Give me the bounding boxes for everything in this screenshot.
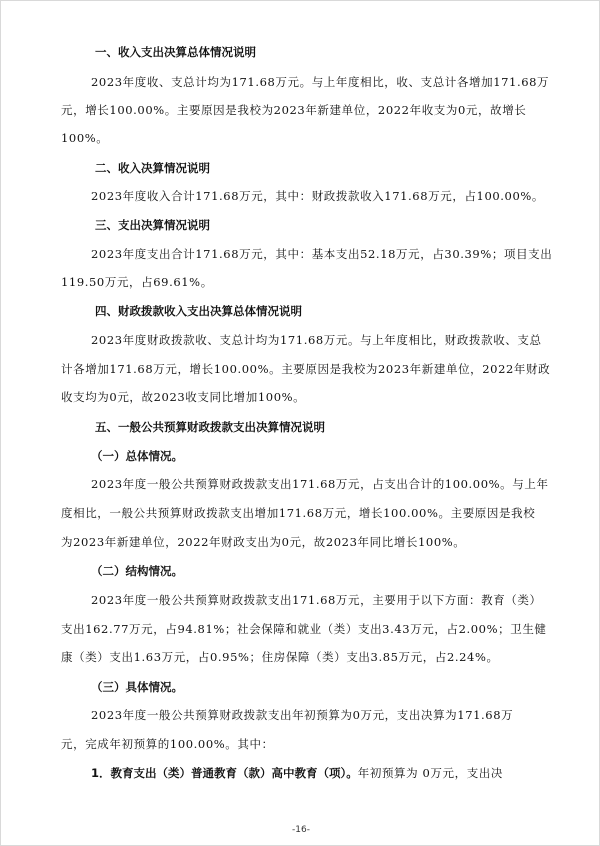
paragraph-line: 为2023年新建单位，2022年财政支出为0元，故2023年同比增长100%。 — [61, 535, 466, 549]
section-heading-5: 五、一般公共预算财政拨款支出决算情况说明 — [95, 420, 325, 434]
paragraph-line: 元，完成年初预算的100.00%。其中： — [61, 737, 274, 751]
paragraph-line: 度相比，一般公共预算财政拨款支出增加171.68万元，增长100.00%。主要原因是我校 — [61, 506, 536, 520]
paragraph-line: 计各增加171.68万元，增长100.00%。主要原因是我校为2023年新建单位，2022年财政 — [61, 362, 551, 376]
item-text: 年初预算为 0万元，支出决 — [357, 766, 504, 780]
paragraph-line: 2023年度收入合计171.68万元，其中：财政拨款收入171.68万元，占100.00%。 — [91, 189, 545, 203]
page-number: -16- — [292, 825, 310, 835]
item-line — [91, 765, 503, 781]
paragraph-line: 2023年度支出合计171.68万元，其中：基本支出52.18万元，占30.39%；项目支出 — [91, 247, 553, 261]
paragraph-line: 2023年度财政拨款收、支总计均为171.68万元。与上年度相比，财政拨款收、支总 — [91, 333, 542, 347]
paragraph-line: 100%。 — [61, 131, 109, 145]
paragraph-line: 2023年度一般公共预算财政拨款支出171.68万元，主要用于以下方面：教育（类） — [91, 593, 542, 607]
section-heading-3: 三、支出决算情况说明 — [95, 218, 210, 232]
paragraph-line: 119.50万元，占69.61%。 — [61, 275, 213, 289]
paragraph-line: 2023年度一般公共预算财政拨款支出171.68万元，占支出合计的100.00%。与上年 — [91, 477, 549, 491]
item-title: 1．教育支出（类）普通教育（款）高中教育（项）。 — [91, 766, 358, 780]
paragraph-line: 收支均为0元，故2023收支同比增加100%。 — [61, 390, 306, 404]
section-heading-1: 一、收入支出决算总体情况说明 — [95, 45, 256, 59]
section-heading-2: 二、收入决算情况说明 — [95, 161, 210, 175]
subsection-heading-overall: （一）总体情况。 — [91, 449, 183, 463]
paragraph-line: 元，增长100.00%。主要原因是我校为2023年新建单位，2022年收支为0元，故增长 — [61, 103, 527, 117]
section-heading-4: 四、财政拨款收入支出决算总体情况说明 — [95, 304, 302, 318]
paragraph-line: 2023年度一般公共预算财政拨款支出年初预算为0万元，支出决算为171.68万 — [91, 708, 514, 722]
paragraph-line: 2023年度收、支总计均为171.68万元。与上年度相比，收、支总计各增加171.68万 — [91, 75, 550, 89]
paragraph-line: 支出162.77万元，占94.81%；社会保障和就业（类）支出3.43万元，占2.00%；卫生健 — [61, 622, 547, 636]
paragraph-line: 康（类）支出1.63万元，占0.95%；住房保障（类）支出3.85万元，占2.24%。 — [61, 650, 499, 664]
subsection-heading-structure: （二）结构情况。 — [91, 564, 183, 578]
subsection-heading-details: （三）具体情况。 — [91, 680, 183, 694]
